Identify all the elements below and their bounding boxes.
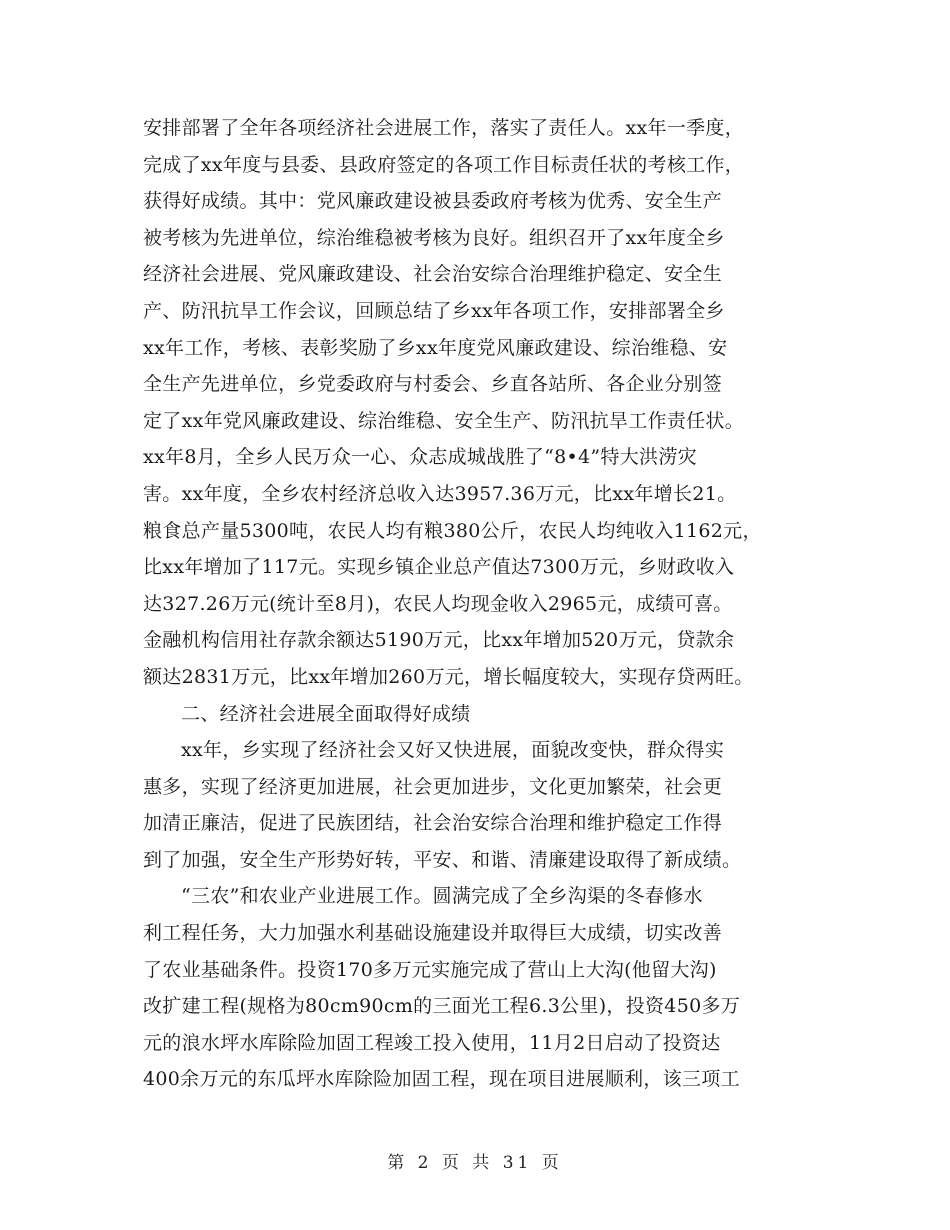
text-line: 到了加强，安全生产形势好转，平安、和谐、清廉建设取得了新成绩。 [143, 848, 742, 871]
text-line: 元的浪水坪水库除险加固工程竣工投入使用，11月2日启动了投资达 [143, 1031, 721, 1054]
page-footer: 第 2 页 共 31 页 [387, 1153, 563, 1173]
text-line: 获得好成绩。其中：党风廉政建设被县委政府考核为优秀、安全生产 [143, 190, 723, 213]
text-line: xx年，乡实现了经济社会又好又快进展，面貌改变快，群众得实 [181, 739, 725, 762]
text-line: 经济社会进展、党风廉政建设、社会治安综合治理维护稳定、安全生 [143, 263, 723, 286]
text-line: 产、防汛抗旱工作会议，回顾总结了乡xx年各项工作，安排部署全乡 [143, 299, 725, 322]
text-line: “三农”和农业产业进展工作。圆满完成了全乡沟渠的冬春修水 [181, 885, 703, 908]
text-line: 利工程任务，大力加强水利基础设施建设并取得巨大成绩，切实改善 [143, 922, 723, 945]
section-heading: 二、经济社会进展全面取得好成绩 [181, 702, 471, 725]
text-line: 定了xx年党风廉政建设、综治维稳、安全生产、防汛抗旱工作责任状。 [143, 409, 745, 432]
text-line: xx年8月，全乡人民万众一心、众志成城战胜了“8•4”特大洪涝灾 [143, 446, 697, 469]
text-line: 加清正廉洁，促进了民族团结，社会治安综合治理和维护稳定工作得 [143, 812, 723, 835]
text-line: 改扩建工程(规格为80cm90cm的三面光工程6.3公里)，投资450多万 [143, 995, 741, 1018]
text-line: 被考核为先进单位，综治维稳被考核为良好。组织召开了xx年度全乡 [143, 226, 725, 249]
text-line: 惠多，实现了经济更加进展，社会更加进步，文化更加繁荣，社会更 [143, 775, 723, 798]
text-line: 额达2831万元，比xx年增加260万元，增长幅度较大，实现存贷两旺。 [143, 665, 754, 688]
text-line: 达327.26万元(统计至8月)，农民人均现金收入2965元，成绩可喜。 [143, 592, 733, 615]
text-line: 粮食总产量5300吨，农民人均有粮380公斤，农民人均纯收入1162元， [143, 519, 762, 542]
text-line: 安排部署了全年各项经济社会进展工作，落实了责任人。xx年一季度， [143, 117, 745, 139]
text-line: 全生产先进单位，乡党委政府与村委会、乡直各站所、各企业分别签 [143, 373, 723, 396]
text-line: 金融机构信用社存款余额达5190万元，比xx年增加520万元，贷款余 [143, 629, 735, 652]
text-line: 400余万元的东瓜坪水库除险加固工程，现在项目进展顺利，该三项工 [143, 1068, 740, 1091]
text-line: xx年工作，考核、表彰奖励了乡xx年度党风廉政建设、综治维稳、安 [143, 336, 728, 359]
text-line: 了农业基础条件。投资170多万元实施完成了营山上大沟(他留大沟) [143, 958, 717, 981]
text-line: 完成了xx年度与县委、县政府签定的各项工作目标责任状的考核工作， [143, 153, 745, 176]
body-text [143, 110, 823, 1098]
text-line: 比xx年增加了117元。实现乡镇企业总产值达7300万元，乡财政收入 [143, 556, 735, 579]
text-line: 害。xx年度，全乡农村经济总收入达3957.36万元，比xx年增长21。 [143, 482, 737, 505]
